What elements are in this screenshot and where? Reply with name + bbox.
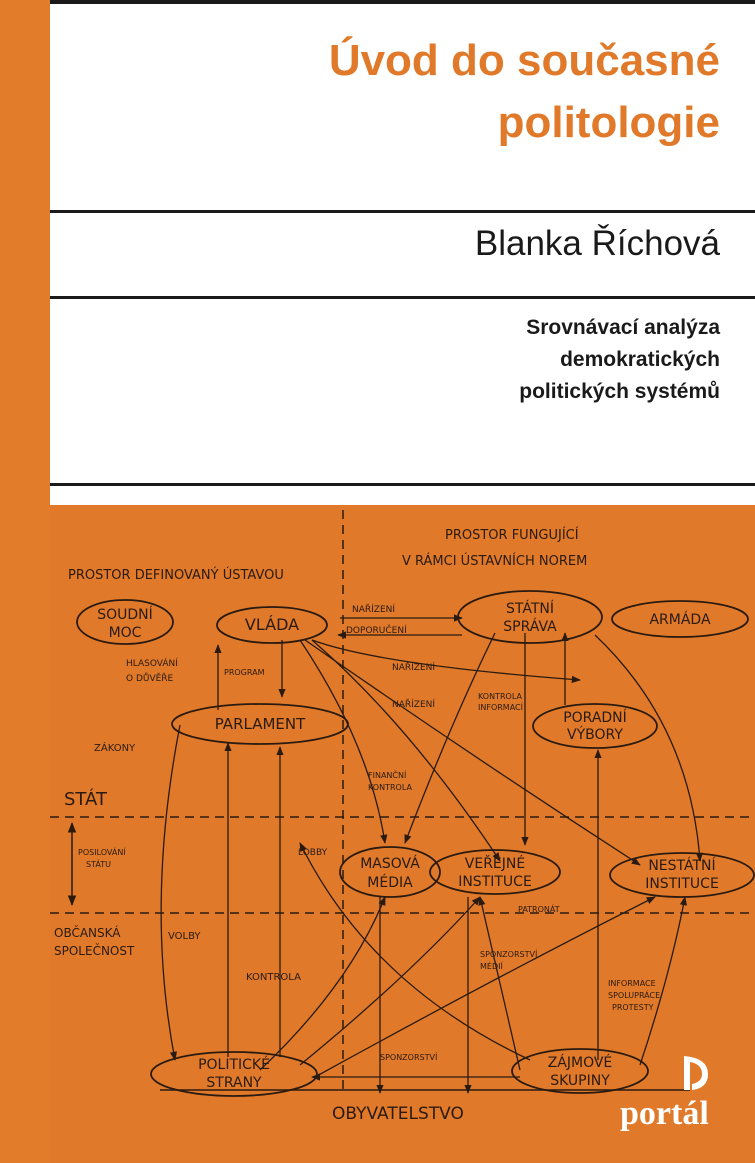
title-rule [50,210,755,213]
title-line-1: Úvod do současné [328,36,720,85]
label-citizens: OBYVATELSTVO [332,1104,464,1124]
edge-label-patronage: PATRONÁT [518,905,560,914]
edge-label-elections: VOLBY [168,931,201,942]
node-government-label: VLÁDA [244,615,300,634]
node-public-label-2: INSTITUCE [458,874,532,890]
edge-label-program: PROGRAM [224,668,265,677]
label-norms-space-2: V RÁMCI ÚSTAVNÍCH NOREM [402,554,588,569]
author-rule [50,296,755,299]
edge-label-control-info-1: KONTROLA [478,692,522,701]
node-interest-label-1: ZÁJMOVÉ [547,1055,613,1071]
edge-label-decrees-3: NAŘÍZENÍ [392,700,436,710]
node-media-label-1: MASOVÁ [360,856,420,872]
edge-label-sponsorship-media-1: SPONZORSTVÍ [480,950,538,959]
node-courts-label-1: SOUDNÍ [97,607,153,623]
node-interest-label-2: SKUPINY [550,1073,610,1089]
edge-label-control-info-2: INFORMACÍ [478,703,523,712]
edge-parties-media [260,897,385,1070]
edge-label-sponsorship: SPONZORSTVÍ [380,1053,438,1062]
edge-label-info-2: SPOLUPRÁCE [608,991,661,1000]
book-author: Blanka Říchová [474,224,720,263]
label-society-2: SPOLEČNOST [54,944,135,958]
cover-spine-strip [0,0,50,1163]
edge-label-info-3: PROTESTY [612,1003,654,1012]
label-society-1: OBČANSKÁ [54,926,121,940]
book-title [120,30,720,154]
node-parties-label-1: POLITICKÉ [198,1057,270,1073]
node-nonstate-label-1: NESTÁTNÍ [648,858,716,874]
edge-label-strengthening-2: STÁTU [86,860,111,869]
node-administration-label-1: STÁTNÍ [506,601,554,617]
edge-label-control: KONTROLA [246,972,301,983]
node-nonstate-label-2: INSTITUCE [645,876,719,892]
edge-label-recommendations: DOPORUČENÍ [346,626,407,636]
node-administration-label-2: SPRÁVA [503,619,557,635]
edge-label-confidence-2: O DŮVĚŘE [126,674,174,684]
edge-label-sponsorship-media-2: MÉDIÍ [480,962,503,971]
edge-gov-public [312,640,500,861]
edge-interest-public [480,897,520,1070]
node-parties-label-2: STRANY [206,1075,262,1091]
node-administration [458,591,602,643]
edge-gov-nonstate [305,640,640,865]
publisher-logo-icon [678,1052,710,1094]
edge-label-laws: ZÁKONY [94,743,136,754]
node-advisory-label-1: PORADNÍ [563,710,627,726]
edge-label-strengthening-1: POSILOVÁNÍ [78,848,126,857]
edge-label-decrees: NAŘÍZENÍ [352,605,396,615]
node-parliament-label: PARLAMENT [214,715,306,733]
edge-label-financial-2: KONTROLA [368,783,412,792]
title-line-2: politologie [497,98,720,147]
node-advisory-label-2: VÝBORY [567,727,623,743]
edge-label-lobby: LOBBY [298,848,328,858]
book-subtitle: Srovnávací analýza demokratických politických systémů [519,316,720,403]
edge-label-decrees-2: NAŘÍZENÍ [392,663,436,673]
top-rule [50,0,755,4]
edge-label-financial-1: FINANČNÍ [368,771,407,780]
publisher-name: portál [620,1095,709,1132]
political-system-diagram [50,505,755,1163]
edge-parties-public [300,897,480,1065]
node-courts-label-2: MOC [108,625,142,641]
label-constitution-space: PROSTOR DEFINOVANÝ ÚSTAVOU [68,568,284,583]
edge-label-confidence-1: HLASOVÁNÍ [126,659,178,669]
node-public-label-1: VEŘEJNÉ [464,856,526,872]
node-media-label-2: MÉDIA [367,875,413,891]
label-state: STÁT [64,789,107,810]
edge-laws [161,725,180,1060]
edge-decrees-advisory [312,640,580,680]
edge-label-info-1: INFORMACE [608,979,656,988]
label-norms-space-1: PROSTOR FUNGUJÍCÍ [445,528,579,543]
node-army-label: ARMÁDA [649,612,711,628]
subtitle-rule [50,483,755,486]
